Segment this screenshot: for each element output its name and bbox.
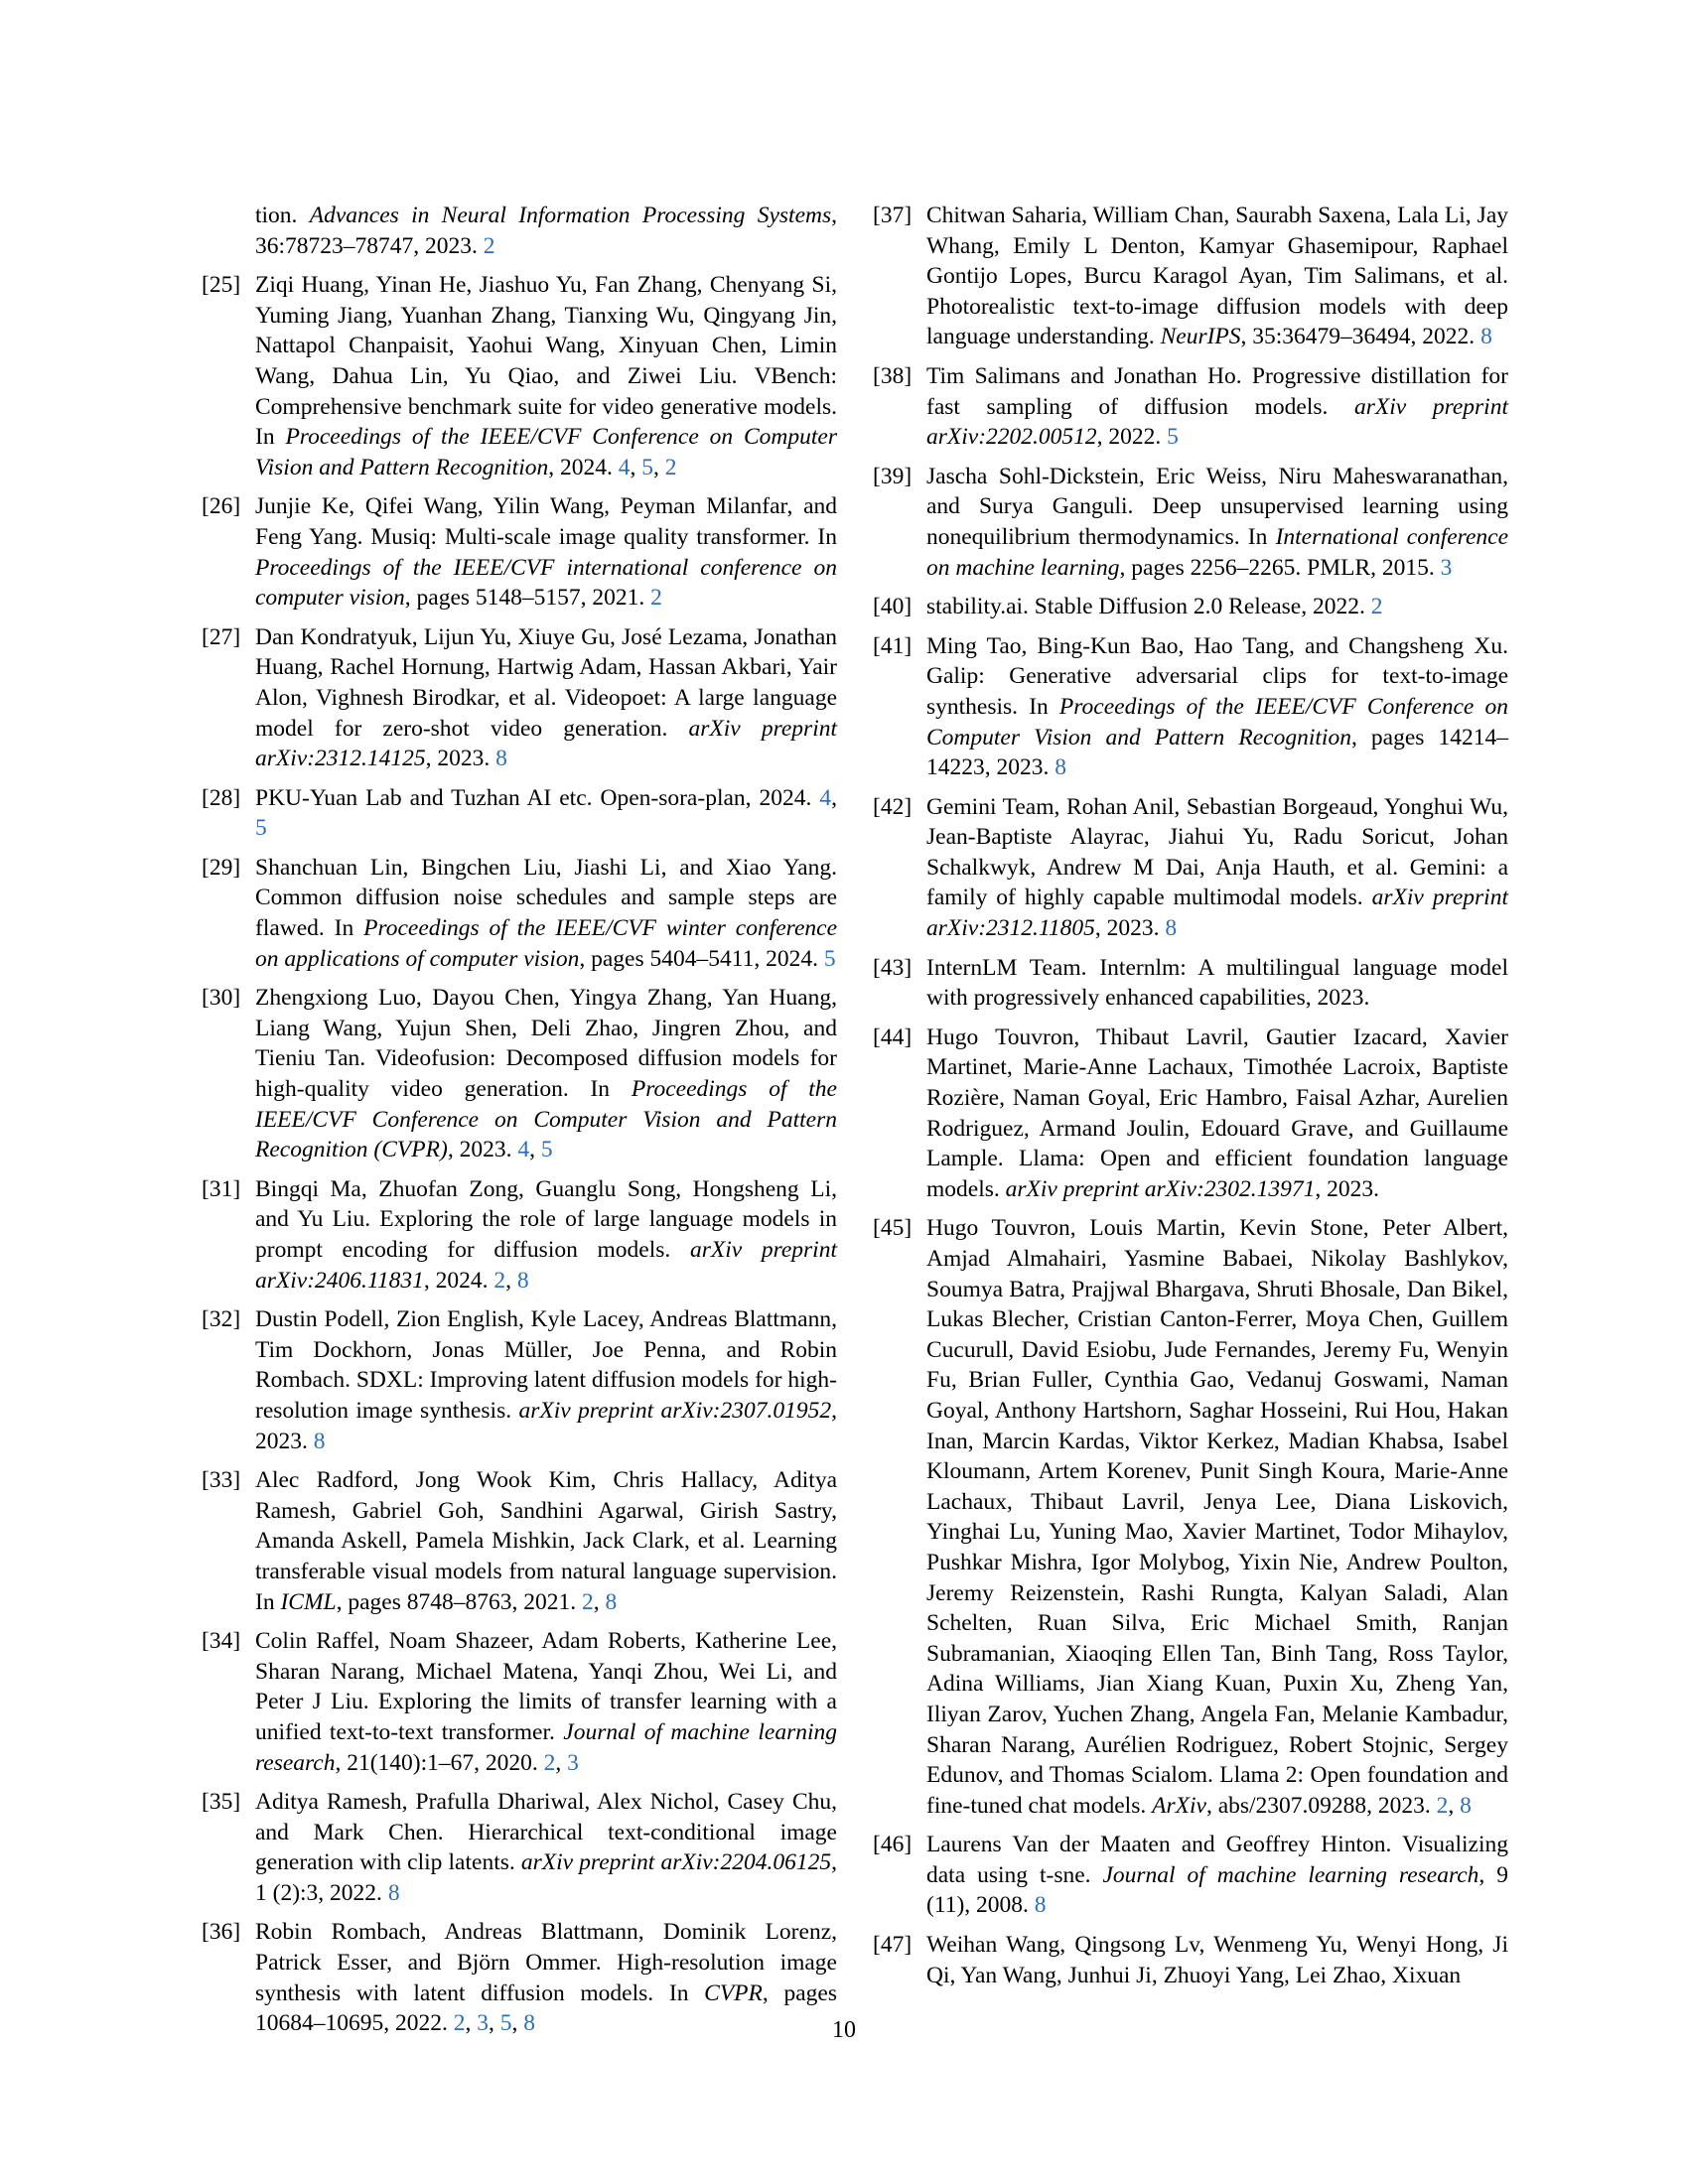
page-backlink[interactable]: 2 [1370,594,1383,620]
page-backlink[interactable]: 8 [605,1588,618,1615]
page-backlink[interactable]: 8 [516,1267,529,1294]
reference-text [255,1626,837,1778]
reference-number: [25] [202,272,241,299]
reference-text-run: , [652,454,665,480]
reference-entry [873,361,1508,453]
reference-text-run: Colin Raffel, Noam Shazeer, Adam Roberts, Katherine Lee, Sharan Narang, Michael Matena, Yanqi Zhou, Wei Li, and Peter J Liu. Exploring the limits of transfer learning with a unified text-to-text transformer. [255,1628,837,1745]
reference-text-run: , [465,2010,478,2037]
reference-text-run: Shanchuan Lin, Bingchen Liu, Jiashi Li, and Xiao Yang. Common diffusion noise schedules and sample steps are flawed. In [255,854,837,942]
reference-text [255,1465,837,1617]
reference-text-run: PKU-Yuan Lab and Tuzhan AI etc. Open-sora-plan, 2024. [255,784,820,811]
reference-text-run: , 36:78723–78747, 2023. [255,203,837,259]
reference-text [255,201,837,261]
reference-number: [38] [873,362,913,389]
reference-text-run: , [593,1588,606,1615]
reference-entry [873,953,1508,1014]
page-backlink[interactable]: 5 [255,815,267,842]
reference-venue: Journal of machine learning research [255,1718,837,1776]
reference-number: [26] [202,493,241,520]
reference-venue: NeurIPS [1160,324,1241,350]
reference-entry [873,1023,1508,1205]
reference-text [926,592,1508,622]
reference-venue: Proceedings of the IEEE/CVF international conference on computer vision [255,554,837,612]
reference-entry [873,1213,1508,1821]
reference-text-run: InternLM Team. Internlm: A multilingual language model with progressively enhanced capabilities, 2023. [926,954,1508,1012]
page-backlink[interactable]: 5 [540,1137,553,1163]
reference-text-run: Hugo Touvron, Thibaut Lavril, Gautier Izacard, Xavier Martinet, Marie-Anne Lachaux, Timothée Lacroix, Baptiste Rozière, Naman Goyal, Eric Hambro, Faisal Azhar, Aurelien Rodriguez, Armand Joulin, Edouard Grave, and Guillaume Lample. Llama: Open and efficient foundation language models. [926,1024,1508,1202]
reference-text-run: , 35:36479–36494, 2022. [1240,324,1481,350]
reference-entry [202,491,837,613]
page-backlink[interactable]: 8 [1034,1892,1047,1919]
reference-text-run: Robin Rombach, Andreas Blattmann, Dominik Lorenz, Patrick Esser, and Björn Ommer. High-resolution image synthesis with latent diffusion models. In [255,1919,837,2006]
reference-text-run: , 2023. [255,1397,837,1454]
reference-text-run: , 2023. [425,746,496,772]
reference-text-run: , 2023. [1094,915,1166,942]
reference-number: [35] [202,1789,241,1816]
reference-text-run: , 2024. [548,454,619,480]
reference-text [255,622,837,774]
reference-entry [202,1626,837,1778]
reference-text-run: Hugo Touvron, Louis Martin, Kevin Stone, Peter Albert, Amjad Almahairi, Yasmine Babaei, Nikolay Bashlykov, Soumya Batra, Prajjwal Bhargava, Shruti Bhosale, Dan Bikel, Lukas Blecher, Cristian Canton-Ferrer, Moya Chen, Guillem Cucurull, David Esiobu, Jude Fernandes, Jeremy Fu, Wenyin Fu, Brian Fuller, Cynthia Gao, Vedanuj Goswami, Naman Goyal, Anthony Hartshorn, Saghar Hosseini, Rui Hou, Hakan Inan, Marcin Kardas, Viktor Kerkez, Madian Khabsa, Isabel Kloumann, Artem Korenev, Punit Singh Koura, Marie-Anne Lachaux, Thibaut Lavril, Jenya Lee, Diana Liskovich, Yinghai Lu, Yuning Mao, Xavier Martinet, Todor Mihaylov, Pushkar Mishra, Igor Molybog, Yixin Nie, Andrew Poulton, Jeremy Reizenstein, Rashi Rungta, Kalyan Saladi, Alan Schelten, Ruan Silva, Eric Michael Smith, Ranjan Subramanian, Xiaoqing Ellen Tan, Binh Tang, Ross Taylor, Adina Williams, Jian Xiang Kuan, Puxin Xu, Zheng Yan, Iliyan Zarov, Yuchen Zhang, Angela Fan, Melanie Kambadur, Sharan Narang, Aurélien Rodriguez, Robert Stojnic, Sergey Edunov, and Thomas Scialom. Llama 2: Open foundation and fine-tuned chat models. [926,1215,1508,1819]
reference-text-run: , pages 8748–8763, 2021. [336,1588,582,1615]
page-backlink[interactable]: 8 [1480,324,1492,350]
reference-entry [202,1304,837,1456]
reference-text-run: , pages 14214–14223, 2023. [926,724,1509,781]
reference-text-run: , [529,1137,541,1163]
page-backlink[interactable]: 8 [1165,915,1178,942]
page-backlink[interactable]: 8 [387,1879,400,1906]
reference-text-run: Gemini Team, Rohan Anil, Sebastian Borgeaud, Yonghui Wu, Jean-Baptiste Alayrac, Jiahui Yu, Radu Soricut, Johan Schalkwyk, Andrew M Dai, Anja Hauth, et al. Gemini: a family of highly capable multimodal models. [926,793,1508,911]
reference-text-run: , abs/2307.09288, 2023. [1205,1792,1437,1819]
reference-text-run: Alec Radford, Jong Wook Kim, Chris Hallacy, Aditya Ramesh, Gabriel Goh, Sandhini Agarwal, Girish Sastry, Amanda Askell, Pamela Mishkin, Jack Clark, et al. Learning transferable visual models from natural language supervision. In [255,1467,837,1615]
page-backlink[interactable]: 8 [1460,1792,1472,1819]
reference-text [926,1930,1508,1990]
reference-text [926,1023,1508,1205]
reference-text [926,953,1508,1014]
reference-text-run: Ziqi Huang, Yinan He, Jiashuo Yu, Fan Zhang, Chenyang Si, Yuming Jiang, Yuanhan Zhang, Tianxing Wu, Qingyang Jin, Nattapol Chanpaisit, Yaohui Wang, Xinyuan Chen, Limin Wang, Dahua Lin, Yu Qiao, and Ziwei Liu. VBench: Comprehensive benchmark suite for video generative models. In [255,272,837,451]
reference-number: [41] [873,632,913,659]
reference-text [926,361,1508,453]
reference-entry [202,1465,837,1617]
references-right-column [873,201,1508,1999]
page-backlink[interactable]: 2 [582,1588,594,1615]
reference-text [255,1787,837,1908]
reference-venue: Advances in Neural Information Processing Systems [309,203,832,228]
reference-text-run: , [831,784,837,811]
page-backlink[interactable]: 2 [483,232,495,259]
reference-text [255,1304,837,1456]
reference-number: [46] [873,1832,913,1858]
reference-number: [34] [202,1628,241,1655]
reference-entry [873,592,1508,622]
reference-text-run: , 1 (2):3, 2022. [255,1849,837,1906]
reference-entry [873,631,1508,783]
reference-text-run: Tim Salimans and Jonathan Ho. Progressive distillation for fast sampling of diffusion models. [926,362,1508,420]
reference-text [926,201,1508,352]
reference-text [255,783,837,844]
reference-text-run: tion. [255,203,310,228]
reference-venue: arXiv preprint arXiv:2307.01952 [518,1397,832,1424]
reference-number: [45] [873,1215,913,1242]
page-backlink[interactable]: 2 [664,454,677,480]
reference-number: [42] [873,793,913,820]
reference-venue: Journal of machine learning research [1102,1861,1479,1888]
reference-entry [202,201,837,261]
reference-text-run: , pages 5148–5157, 2021. [404,585,651,612]
reference-venue: Proceedings of the IEEE/CVF Conference on Computer Vision and Pattern Recognition [926,693,1508,751]
page-backlink[interactable]: 2 [543,1749,556,1776]
reference-venue: arXiv preprint arXiv:2202.00512 [926,393,1508,451]
reference-text [255,983,837,1165]
page-backlink[interactable]: 5 [499,2010,512,2037]
reference-entry [202,1174,837,1296]
reference-text [255,491,837,613]
reference-number: [36] [202,1919,241,1946]
reference-venue: ArXiv [1152,1792,1206,1819]
page-backlink[interactable]: 4 [618,454,631,480]
reference-entry [202,983,837,1165]
reference-text-run: Dustin Podell, Zion English, Kyle Lacey, Andreas Blattmann, Tim Dockhorn, Jonas Müller, Joe Penna, and Robin Rombach. SDXL: Improving latent diffusion models for high-resolution image synthesis. [255,1306,837,1424]
reference-text [926,631,1508,783]
page-backlink[interactable]: 2 [493,1267,506,1294]
reference-text-run: Chitwan Saharia, William Chan, Saurabh Saxena, Lala Li, Jay Whang, Emily L Denton, Kamyar Ghasemipour, Raphael Gontijo Lopes, Burcu Karagol Ayan, Tim Salimans, et al. Photorealistic text-to-image diffusion models with deep language understanding. [926,203,1508,350]
reference-entry [873,1830,1508,1921]
page-backlink[interactable]: 5 [823,945,836,972]
reference-venue: arXiv preprint arXiv:2312.14125 [255,715,837,772]
page-backlink[interactable]: 8 [523,2010,535,2037]
reference-number: [33] [202,1467,241,1494]
page-backlink[interactable]: 8 [1055,754,1066,781]
reference-text-run: , [555,1749,568,1776]
reference-venue: arXiv preprint arXiv:2302.13971 [1005,1175,1316,1202]
page-backlink[interactable]: 2 [650,585,662,612]
reference-text-run: , 2022. [1096,424,1168,451]
reference-text-run: , [630,454,642,480]
reference-number: [29] [202,854,241,881]
reference-number: [44] [873,1024,913,1050]
reference-text-run: , [1448,1792,1461,1819]
reference-venue: International conference on machine learning [926,523,1508,581]
reference-venue: Proceedings of the IEEE/CVF winter conference on applications of computer vision [255,915,837,972]
reference-text [255,270,837,482]
reference-text-run: Junjie Ke, Qifei Wang, Yilin Wang, Peyman Milanfar, and Feng Yang. Musiq: Multi-scale image quality transformer. In [255,493,837,550]
reference-venue: arXiv preprint arXiv:2204.06125 [520,1849,832,1876]
reference-text-run: Aditya Ramesh, Prafulla Dhariwal, Alex Nichol, Casey Chu, and Mark Chen. Hierarchical text-conditional image generation with clip latents. [255,1789,837,1876]
reference-venue: Proceedings of the IEEE/CVF Conference on Computer Vision and Pattern Recognition [255,424,837,480]
reference-text-run: , pages 10684–10695, 2022. [255,1979,837,2037]
reference-text-run: , 9 (11), 2008. [926,1861,1508,1919]
reference-number: [40] [873,594,913,620]
page-backlink[interactable]: 3 [567,1749,579,1776]
reference-venue: ICML [280,1588,337,1615]
reference-text-run: Dan Kondratyuk, Lijun Yu, Xiuye Gu, José Lezama, Jonathan Huang, Rachel Hornung, Hartwig Adam, Hassan Akbari, Yair Alon, Vighnesh Birodkar, et al. Videopoet: A large language model for zero-shot video generation. [255,623,837,742]
page-backlink[interactable]: 3 [1440,554,1453,581]
reference-text [255,853,837,974]
reference-text [255,1174,837,1296]
reference-text-run: Weihan Wang, Qingsong Lv, Wenmeng Yu, Wenyi Hong, Ji Qi, Yan Wang, Junhui Ji, Zhuoyi Yang, Lei Zhao, Xixuan [926,1932,1508,1988]
page-backlink[interactable]: 8 [313,1428,326,1454]
page-backlink[interactable]: 3 [477,2010,489,2037]
page-backlink[interactable]: 2 [1436,1792,1449,1819]
reference-text [926,792,1508,944]
reference-number: [47] [873,1932,913,1959]
reference-entry [873,201,1508,352]
page-backlink[interactable]: 8 [495,746,507,772]
reference-entry [202,853,837,974]
page-backlink[interactable]: 4 [819,784,832,811]
reference-venue: arXiv preprint arXiv:2312.11805 [926,885,1508,942]
reference-text-run: Ming Tao, Bing-Kun Bao, Hao Tang, and Changsheng Xu. Galip: Generative adversarial clips for text-to-image synthesis. In [926,632,1508,720]
page-backlink[interactable]: 5 [641,454,653,480]
reference-text-run: , 2024. [423,1267,494,1294]
page-number: 10 [832,2017,856,2043]
reference-text-run: , pages 5404–5411, 2024. [579,945,824,972]
reference-text-run: , [505,1267,517,1294]
reference-entry [202,1787,837,1908]
reference-number: [28] [202,784,241,811]
page-backlink[interactable]: 4 [517,1137,530,1163]
page-backlink[interactable]: 2 [453,2010,466,2037]
reference-number: [31] [202,1175,241,1202]
reference-text-run: Zhengxiong Luo, Dayou Chen, Yingya Zhang, Yan Huang, Liang Wang, Yujun Shen, Deli Zhao, Jingren Zhou, and Tieniu Tan. Videofusion: Decomposed diffusion models for high-quality video generation. In [255,985,837,1103]
reference-text-run: , 21(140):1–67, 2020. [335,1749,544,1776]
reference-number: [30] [202,985,241,1012]
reference-text-run: stability.ai. Stable Diffusion 2.0 Release, 2022. [926,594,1371,620]
reference-venue: arXiv preprint arXiv:2406.11831 [255,1237,837,1294]
reference-text-run: Jascha Sohl-Dickstein, Eric Weiss, Niru Maheswaranathan, and Surya Ganguli. Deep unsupervised learning using nonequilibrium thermodynamics. In [926,463,1508,550]
reference-text [926,462,1508,583]
reference-venue: CVPR [704,1979,763,2006]
reference-text-run: , [489,2010,500,2037]
reference-number: [39] [873,463,913,489]
reference-number: [32] [202,1306,241,1333]
reference-text [926,1830,1508,1921]
reference-text-run: Bingqi Ma, Zhuofan Zong, Guanglu Song, Hongsheng Li, and Yu Liu. Exploring the role of large language models in prompt encoding for diffusion models. [255,1175,837,1263]
reference-text [926,1213,1508,1821]
reference-entry [202,783,837,844]
reference-venue: Proceedings of the IEEE/CVF Conference on Computer Vision and Pattern Recognition (CVPR) [255,1076,837,1163]
references-left-column [202,201,837,2048]
reference-text-run: , pages 2256–2265. PMLR, 2015. [1119,554,1441,581]
reference-text-run: , 2023. [1315,1175,1380,1202]
reference-entry [202,622,837,774]
reference-entry [873,462,1508,583]
reference-number: [27] [202,623,241,650]
page-backlink[interactable]: 5 [1167,424,1179,451]
reference-entry [202,270,837,482]
reference-entry [873,1930,1508,1990]
reference-text-run: Laurens Van der Maaten and Geoffrey Hinton. Visualizing data using t-sne. [926,1832,1508,1888]
reference-entry [873,792,1508,944]
reference-text-run: , [511,2010,524,2037]
reference-number: [37] [873,203,913,228]
reference-number: [43] [873,954,913,981]
reference-text-run: , 2023. [447,1137,518,1163]
